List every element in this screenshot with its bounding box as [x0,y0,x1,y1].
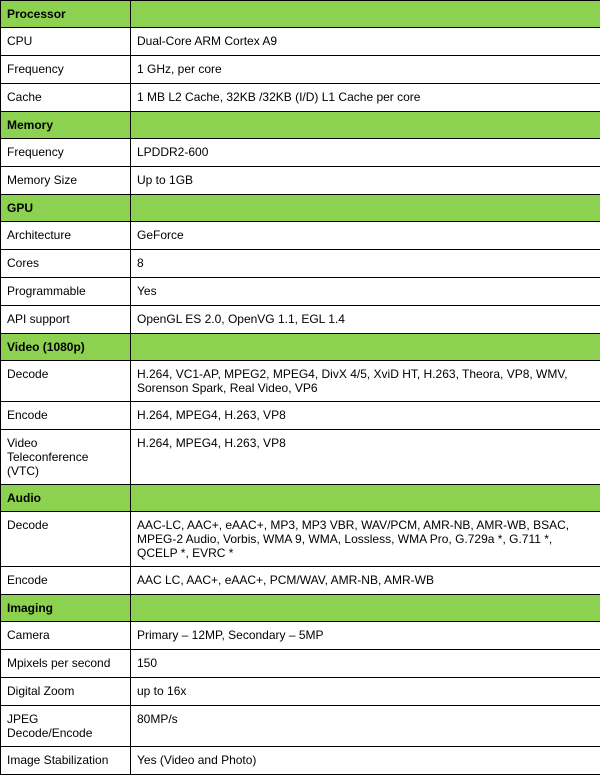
row-label: Architecture [1,222,131,250]
section-header-video [1,334,600,361]
table-row [1,747,600,775]
section-title: Video (1080p) [1,334,131,361]
section-header-fill [131,595,600,622]
row-label: Video Teleconference (VTC) [1,430,131,485]
row-label: Camera [1,622,131,650]
row-label: API support [1,306,131,334]
row-value: AAC-LC, AAC+, eAAC+, MP3, MP3 VBR, WAV/PCM, AMR-NB, AMR-WB, BSAC, MPEG-2 Audio, Vorbis, WMA 9, WMA, Lossless, WMA Pro, G.729a *, G.711 *, QCELP *, EVRC * [131,512,600,567]
table-row [1,512,600,567]
row-value: Primary – 12MP, Secondary – 5MP [131,622,600,650]
row-label: Encode [1,402,131,430]
section-header-audio [1,485,600,512]
row-value: LPDDR2-600 [131,139,600,167]
table-row [1,706,600,747]
row-label: Mpixels per second [1,650,131,678]
table-row [1,678,600,706]
row-value: H.264, VC1-AP, MPEG2, MPEG4, DivX 4/5, XviD HT, H.263, Theora, VP8, WMV, Sorenson Spark, Real Video, VP6 [131,361,600,402]
row-value: Dual-Core ARM Cortex A9 [131,28,600,56]
row-label: Cores [1,250,131,278]
table-row [1,306,600,334]
section-title: Imaging [1,595,131,622]
table-row [1,650,600,678]
section-title: GPU [1,195,131,222]
spec-table-body [1,1,600,775]
row-label: Frequency [1,56,131,84]
table-row [1,430,600,485]
row-value: 80MP/s [131,706,600,747]
row-label: Encode [1,567,131,595]
row-label: Memory Size [1,167,131,195]
row-label: Digital Zoom [1,678,131,706]
row-value: 1 MB L2 Cache, 32KB /32KB (I/D) L1 Cache per core [131,84,600,112]
section-header-imaging [1,595,600,622]
row-value: 150 [131,650,600,678]
row-label: Frequency [1,139,131,167]
section-header-fill [131,1,600,28]
row-label: JPEG Decode/Encode [1,706,131,747]
row-value: Up to 1GB [131,167,600,195]
table-row [1,278,600,306]
row-value: Yes (Video and Photo) [131,747,600,775]
table-row [1,250,600,278]
section-header-fill [131,195,600,222]
section-header-fill [131,334,600,361]
section-header-fill [131,112,600,139]
row-value: 8 [131,250,600,278]
table-row [1,139,600,167]
table-row [1,56,600,84]
row-value: 1 GHz, per core [131,56,600,84]
table-row [1,84,600,112]
row-value: OpenGL ES 2.0, OpenVG 1.1, EGL 1.4 [131,306,600,334]
section-title: Memory [1,112,131,139]
row-label: Programmable [1,278,131,306]
row-value: H.264, MPEG4, H.263, VP8 [131,430,600,485]
table-row [1,622,600,650]
row-value: GeForce [131,222,600,250]
row-label: Image Stabilization [1,747,131,775]
table-row [1,28,600,56]
table-row [1,567,600,595]
section-title: Processor [1,1,131,28]
section-header-memory [1,112,600,139]
section-header-processor [1,1,600,28]
table-row [1,167,600,195]
table-row [1,361,600,402]
row-value: AAC LC, AAC+, eAAC+, PCM/WAV, AMR-NB, AMR-WB [131,567,600,595]
row-label: Decode [1,512,131,567]
row-label: Cache [1,84,131,112]
table-row [1,222,600,250]
row-value: H.264, MPEG4, H.263, VP8 [131,402,600,430]
row-value: up to 16x [131,678,600,706]
table-row [1,402,600,430]
row-value: Yes [131,278,600,306]
section-title: Audio [1,485,131,512]
section-header-fill [131,485,600,512]
row-label: Decode [1,361,131,402]
row-label: CPU [1,28,131,56]
section-header-gpu [1,195,600,222]
